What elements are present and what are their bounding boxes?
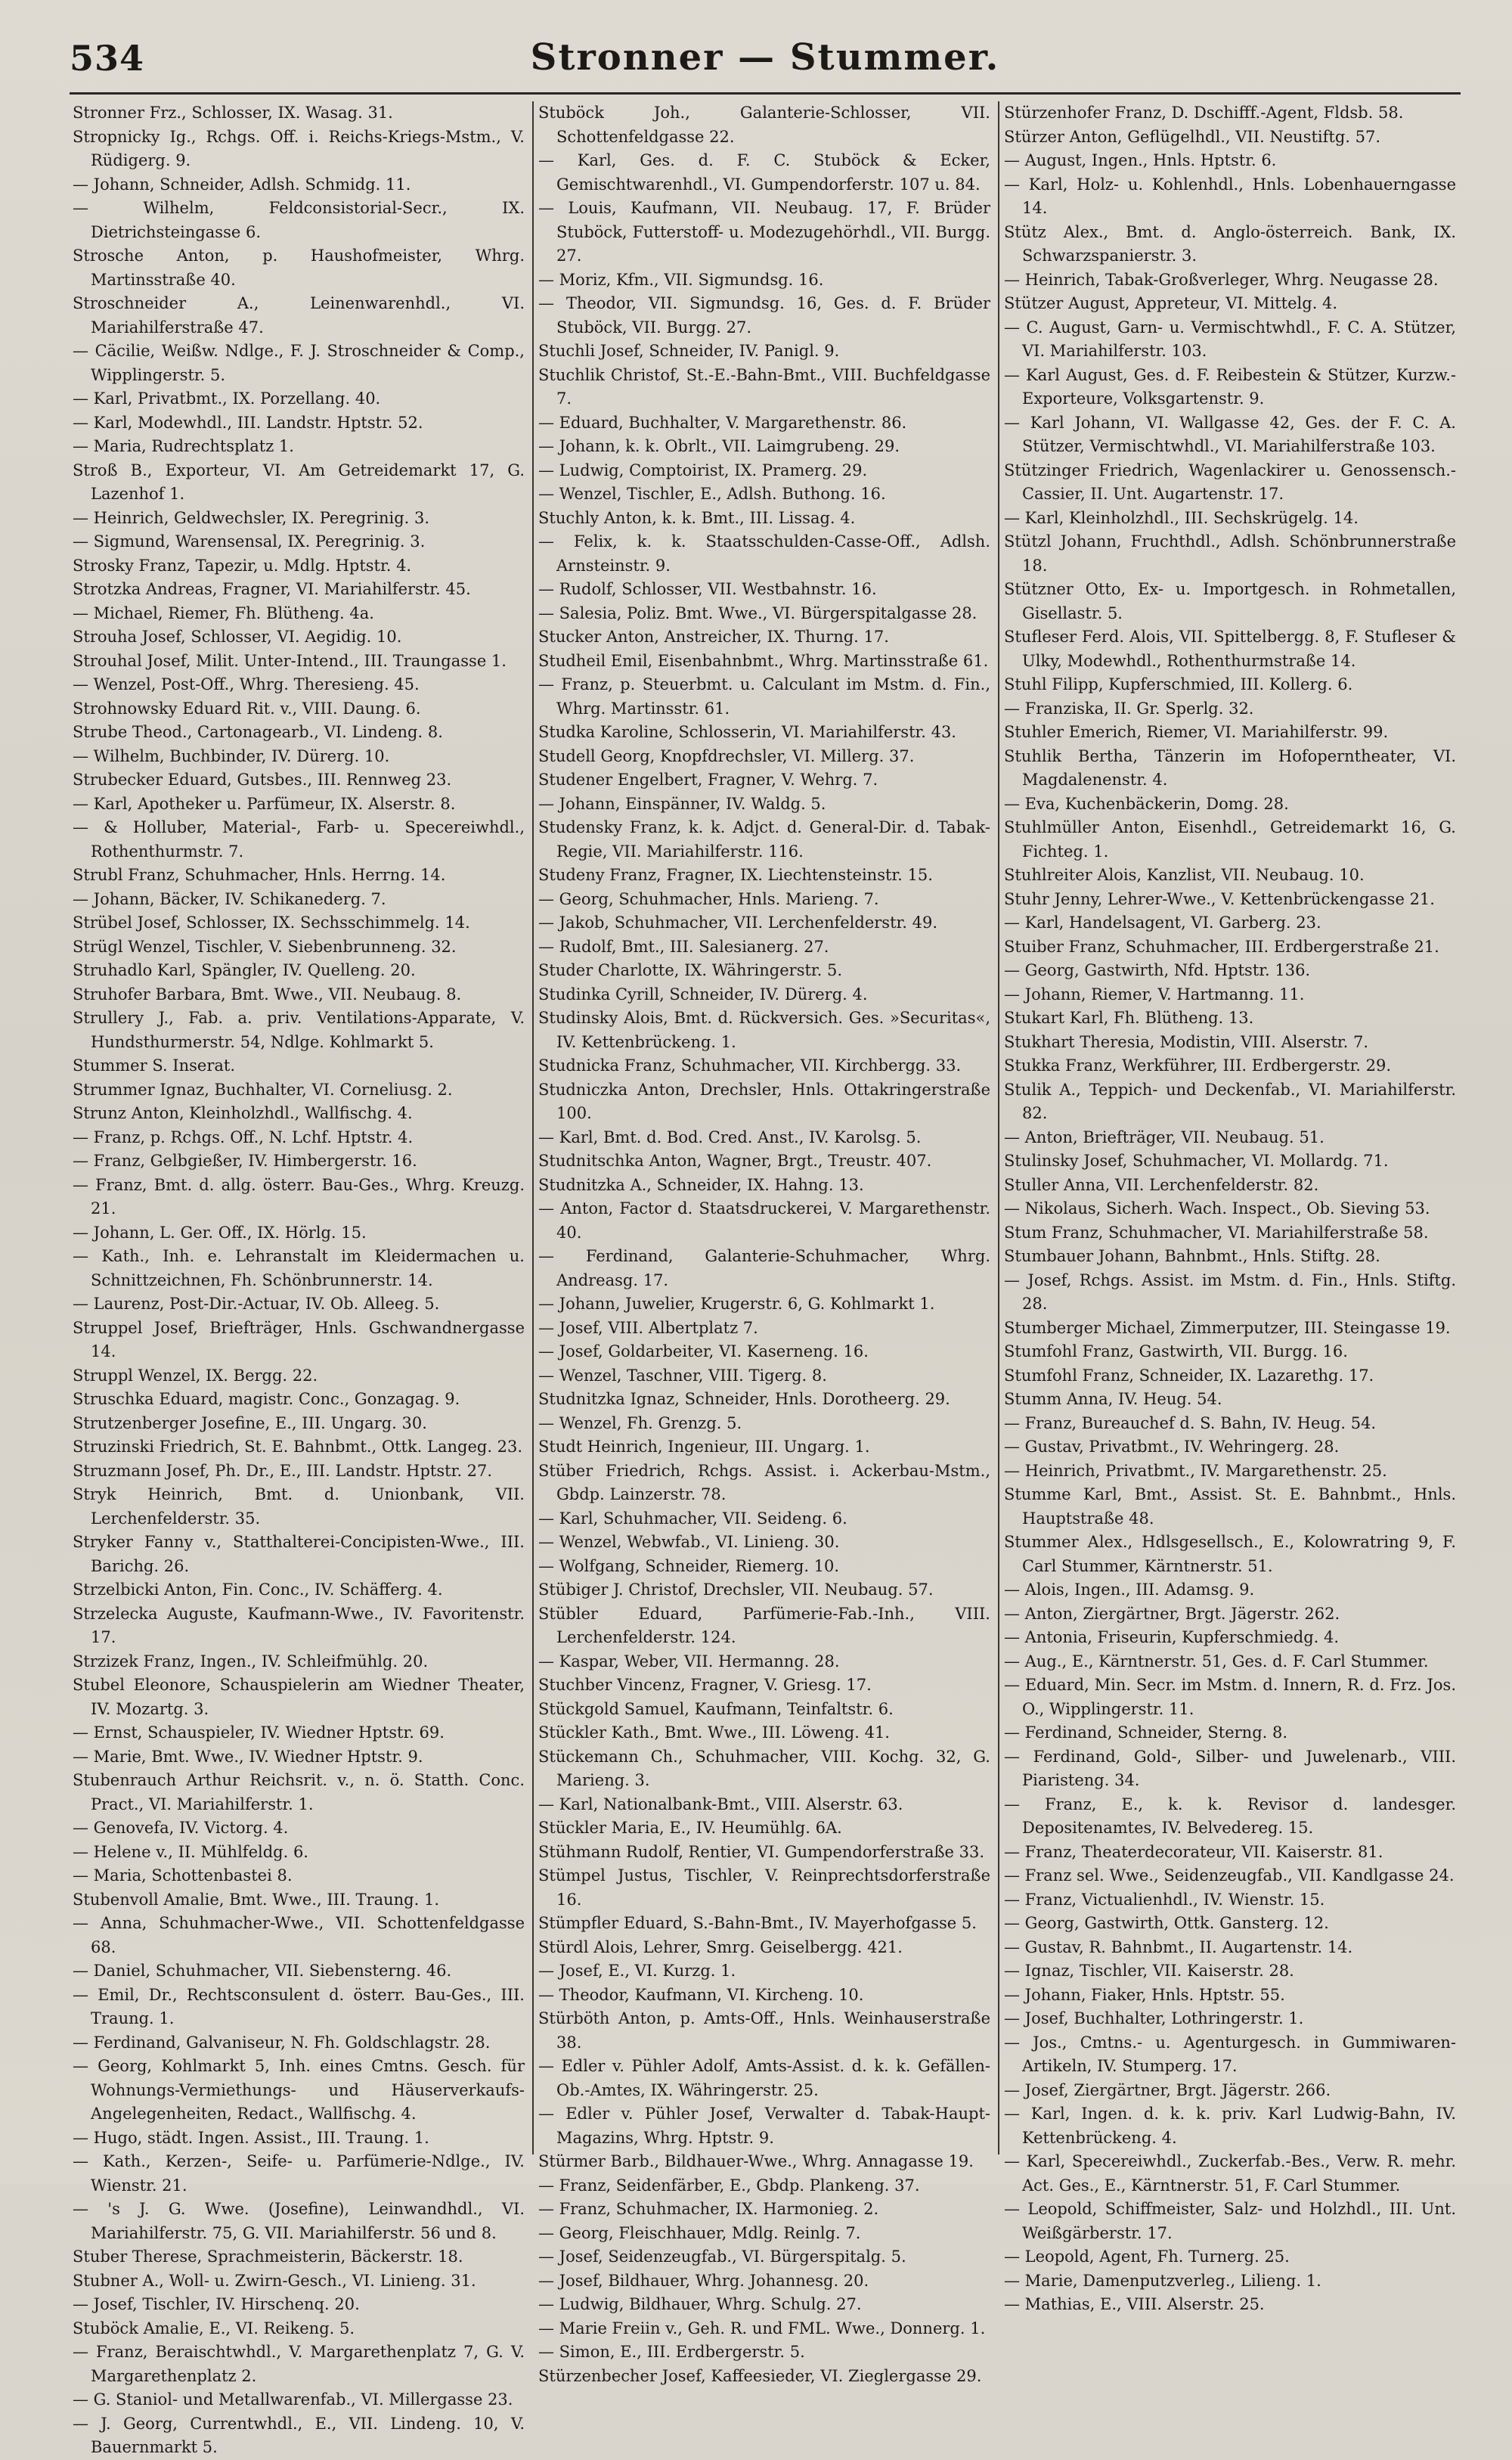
- directory-entry: — Eduard, Min. Secr. im Mstm. d. Innern, R. d. Frz. Jos. O., Wipplingerstr. 11.: [1004, 1676, 1456, 1718]
- directory-entry: — Nikolaus, Sicherh. Wach. Inspect., Ob. Sieving 53.: [1004, 1199, 1430, 1218]
- directory-entry: Stuböck Joh., Galanterie-Schlosser, VII. Schottenfeldgasse 22.: [538, 104, 990, 146]
- directory-entry: Stronner Frz., Schlosser, IX. Wasag. 31.: [73, 104, 393, 122]
- directory-entry: Stümpel Justus, Tischler, V. Reinprechtsdorferstraße 16.: [538, 1866, 990, 1909]
- directory-entry: — Karl, Kleinholzhdl., III. Sechskrügelg. 14.: [1004, 508, 1359, 527]
- directory-entry: — J. Georg, Currentwhdl., E., VII. Lindeng. 10, V. Bauernmarkt 5.: [73, 2414, 525, 2456]
- directory-entry: Stufleser Ferd. Alois, VII. Spittelbergg. 8, F. Stufleser & Ulky, Modewhdl., Rothenthurmstraße 14.: [1004, 628, 1456, 670]
- directory-entry: — Johann, Riemer, V. Hartmanng. 11.: [1004, 985, 1305, 1004]
- directory-entry: — Marie, Damenputzverleg., Lilieng. 1.: [1004, 2271, 1321, 2290]
- directory-entry: Stulik A., Teppich- und Deckenfab., VI. Mariahilferstr. 82.: [1004, 1080, 1456, 1122]
- directory-entry: — Karl, Handelsagent, VI. Garberg. 23.: [1004, 914, 1321, 932]
- directory-entry: — Josef, Ziergärtner, Brgt. Jägerstr. 266.: [1004, 2080, 1331, 2099]
- directory-entry: Strosky Franz, Tapezir, u. Mdlg. Hptstr. 4.: [73, 556, 412, 575]
- directory-entry: — Georg, Gastwirth, Nfd. Hptstr. 136.: [1004, 961, 1311, 979]
- directory-entry: — Josef, E., VI. Kurzg. 1.: [538, 1962, 736, 1980]
- directory-entry: Stuhlreiter Alois, Kanzlist, VII. Neubaug. 10.: [1004, 866, 1365, 884]
- directory-entry: — Aug., E., Kärntnerstr. 51, Ges. d. F. Carl Stummer.: [1004, 1652, 1429, 1671]
- directory-entry: Studnicka Franz, Schuhmacher, VII. Kirchbergg. 33.: [538, 1056, 962, 1075]
- directory-entry: Stuller Anna, VII. Lerchenfelderstr. 82.: [1004, 1175, 1319, 1194]
- directory-entry: Stryk Heinrich, Bmt. d. Unionbank, VII. Lerchenfelderstr. 35.: [73, 1485, 525, 1528]
- directory-entry: — Franz, Bmt. d. allg. österr. Bau-Ges., Whrg. Kreuzg. 21.: [73, 1175, 525, 1218]
- directory-entry: — Anton, Briefträger, VII. Neubaug. 51.: [1004, 1128, 1325, 1146]
- directory-entry: — Michael, Riemer, Fh. Blütheng. 4a.: [73, 603, 374, 622]
- directory-entry: — Gustav, R. Bahnbmt., II. Augartenstr. 14.: [1004, 1937, 1353, 1956]
- directory-entry: Stucker Anton, Anstreicher, IX. Thurng. 17.: [538, 628, 889, 646]
- directory-entry: Stuber Therese, Sprachmeisterin, Bäckerstr. 18.: [73, 2248, 463, 2266]
- directory-entry: Stützinger Friedrich, Wagenlackirer u. Genossensch.-Cassier, II. Unt. Augartenstr. 17.: [1004, 461, 1456, 503]
- directory-entry: — Karl, Privatbmt., IX. Porzellang. 40.: [73, 389, 381, 408]
- directory-entry: — Heinrich, Privatbmt., IV. Margarethenstr. 25.: [1004, 1461, 1387, 1480]
- directory-entry: — Daniel, Schuhmacher, VII. Siebensterng. 46.: [73, 1962, 452, 1980]
- directory-entry: Stropnicky Ig., Rchgs. Off. i. Reichs-Kriegs-Mstm., V. Rüdigerg. 9.: [73, 127, 525, 169]
- directory-entry: — Emil, Dr., Rechtsconsulent d. österr. Bau-Ges., III. Traung. 1.: [73, 1985, 525, 2027]
- directory-entry: Strullery J., Fab. a. priv. Ventilations-Apparate, V. Hundsthurmerstr. 54, Ndlge. Kohlmarkt 5.: [73, 1009, 525, 1051]
- directory-entry: — Alois, Ingen., III. Adamsg. 9.: [1004, 1581, 1255, 1599]
- column-divider: [532, 101, 534, 2154]
- directory-entry: — Cäcilie, Weißw. Ndlge., F. J. Stroschneider & Comp., Wipplingerstr. 5.: [73, 342, 525, 384]
- directory-entry: Studheil Emil, Eisenbahnbmt., Whrg. Martinsstraße 61.: [538, 651, 989, 670]
- directory-entry: Stukka Franz, Werkführer, III. Erdbergerstr. 29.: [1004, 1056, 1392, 1075]
- directory-entry: — Franz, E., k. k. Revisor d. landesger. Depositenamtes, IV. Belvedereg. 15.: [1004, 1795, 1456, 1837]
- directory-entry: Stumbauer Johann, Bahnbmt., Hnls. Stiftg. 28.: [1004, 1247, 1380, 1265]
- directory-entry: — Johann, Juwelier, Krugerstr. 6, G. Kohlmarkt 1.: [538, 1295, 935, 1313]
- directory-entry: Stukart Karl, Fh. Blütheng. 13.: [1004, 1009, 1254, 1027]
- directory-entry: Stückler Maria, E., IV. Heumühlg. 6A.: [538, 1819, 842, 1837]
- directory-entry: — Ferdinand, Schneider, Sterng. 8.: [1004, 1723, 1288, 1742]
- directory-entry: — Marie, Bmt. Wwe., IV. Wiedner Hptstr. 9.: [73, 1747, 423, 1766]
- directory-entry: Studnitzka A., Schneider, IX. Hahng. 13.: [538, 1175, 864, 1194]
- directory-entry: — Theodor, VII. Sigmundsg. 16, Ges. d. F. Brüder Stuböck, VII. Burgg. 27.: [538, 294, 990, 337]
- directory-entry: — Jakob, Schuhmacher, VII. Lerchenfelderstr. 49.: [538, 914, 938, 932]
- directory-entry: — Kath., Kerzen-, Seife- u. Parfümerie-Ndlge., IV. Wienstr. 21.: [73, 2152, 525, 2195]
- directory-entry: Strunz Anton, Kleinholzhdl., Wallfischg. 4.: [73, 1104, 413, 1122]
- directory-entry: — Johann, Bäcker, IV. Schikanederg. 7.: [73, 889, 386, 908]
- directory-entry: Stumberger Michael, Zimmerputzer, III. Steingasse 19.: [1004, 1318, 1451, 1337]
- directory-entry: Stüber Friedrich, Rchgs. Assist. i. Ackerbau-Mstm., Gbdp. Lainzerstr. 78.: [538, 1461, 990, 1503]
- directory-entry: — Josef, Rchgs. Assist. im Mstm. d. Fin., Hnls. Stiftg. 28.: [1004, 1270, 1456, 1313]
- directory-entry: — Josef, Buchhalter, Lothringerstr. 1.: [1004, 2009, 1304, 2027]
- directory-entry: Studt Heinrich, Ingenieur, III. Ungarg. 1.: [538, 1438, 870, 1456]
- running-head: Stronner — Stummer.: [530, 36, 1000, 79]
- directory-entry: — Maria, Schottenbastei 8.: [73, 1866, 293, 1885]
- directory-entry: Struppel Josef, Briefträger, Hnls. Gschwandnergasse 14.: [73, 1318, 525, 1360]
- directory-entry: — G. Staniol- und Metallwarenfab., VI. Millergasse 23.: [73, 2390, 513, 2409]
- directory-entry: Studnitschka Anton, Wagner, Brgt., Treustr. 407.: [538, 1152, 932, 1170]
- directory-entry: — Ernst, Schauspieler, IV. Wiedner Hptstr. 69.: [73, 1723, 445, 1742]
- directory-entry: — Josef, VIII. Albertplatz 7.: [538, 1318, 758, 1337]
- directory-entry: — Ludwig, Comptoirist, IX. Pramerg. 29.: [538, 461, 868, 479]
- directory-entry: Stuhlik Bertha, Tänzerin im Hofoperntheater, VI. Magdalenenstr. 4.: [1004, 746, 1456, 789]
- directory-entry: Studinka Cyrill, Schneider, IV. Dürerg. 4.: [538, 985, 868, 1004]
- directory-entry: Stuböck Amalie, E., VI. Reikeng. 5.: [73, 2319, 355, 2337]
- directory-entry: — Karl, Schuhmacher, VII. Seideng. 6.: [538, 1509, 847, 1528]
- directory-entry: — Anna, Schuhmacher-Wwe., VII. Schottenfeldgasse 68.: [73, 1914, 525, 1956]
- directory-entry: — Wilhelm, Buchbinder, IV. Dürerg. 10.: [73, 746, 390, 765]
- directory-entry: Stürzenhofer Franz, D. Dschifff.-Agent, Fldsb. 58.: [1004, 104, 1404, 122]
- directory-entry: — Georg, Schuhmacher, Hnls. Marieng. 7.: [538, 889, 879, 908]
- directory-entry: — Franz, p. Steuerbmt. u. Calculant im Mstm. d. Fin., Whrg. Martinsstr. 61.: [538, 675, 990, 718]
- directory-entry: Studeny Franz, Fragner, IX. Liechtensteinstr. 15.: [538, 866, 933, 884]
- column-1: [73, 101, 525, 2456]
- directory-entry: — Franz, Gelbgießer, IV. Himbergerstr. 16.: [73, 1152, 417, 1170]
- directory-entry: Stuchli Josef, Schneider, IV. Panigl. 9.: [538, 342, 840, 360]
- directory-entry: — Franz, Schuhmacher, IX. Harmonieg. 2.: [538, 2200, 879, 2218]
- directory-entry: Strubl Franz, Schuhmacher, Hnls. Herrng. 14.: [73, 866, 446, 884]
- directory-entry: — Franz, Theaterdecorateur, VII. Kaiserstr. 81.: [1004, 1842, 1383, 1861]
- directory-entry: Stroß B., Exporteur, VI. Am Getreidemarkt 17, G. Lazenhof 1.: [73, 461, 525, 503]
- directory-entry: Strohnowsky Eduard Rit. v., VIII. Daung. 6.: [73, 699, 421, 718]
- directory-entry: Stürdl Alois, Lehrer, Smrg. Geiselbergg. 421.: [538, 1937, 903, 1956]
- directory-entry: — Eva, Kuchenbäckerin, Domg. 28.: [1004, 794, 1289, 813]
- column-3: [1004, 101, 1456, 2313]
- directory-entry: — Kath., Inh. e. Lehranstalt im Kleidermachen u. Schnittzeichnen, Fh. Schönbrunnerstr. 14.: [73, 1247, 525, 1289]
- directory-entry: — Anton, Ziergärtner, Brgt. Jägerstr. 262.: [1004, 1604, 1340, 1623]
- directory-entry: — Gustav, Privatbmt., IV. Wehringerg. 28.: [1004, 1438, 1340, 1456]
- directory-entry: Strubecker Eduard, Gutsbes., III. Rennweg 23.: [73, 771, 452, 789]
- directory-entry: — Ignaz, Tischler, VII. Kaiserstr. 28.: [1004, 1962, 1294, 1980]
- directory-entry: Stubenvoll Amalie, Bmt. Wwe., III. Traung. 1.: [73, 1890, 439, 1909]
- directory-entry: — Anton, Factor d. Staatsdruckerei, V. Margarethenstr. 40.: [538, 1199, 990, 1242]
- directory-entry: Stuhlmüller Anton, Eisenhdl., Getreidemarkt 16, G. Fichteg. 1.: [1004, 818, 1456, 861]
- directory-entry: — Karl, Nationalbank-Bmt., VIII. Alserstr. 63.: [538, 1795, 903, 1813]
- directory-entry: Stuchber Vincenz, Fragner, V. Griesg. 17.: [538, 1676, 872, 1694]
- directory-entry: — Jos., Cmtns.- u. Agenturgesch. in Gummiwaren-Artikeln, IV. Stumperg. 17.: [1004, 2033, 1456, 2075]
- directory-entry: — Karl Johann, VI. Wallgasse 42, Ges. der F. C. A. Stützer, Vermischtwhdl., VI. Mariahilferstraße 103.: [1004, 413, 1456, 455]
- page-header: [70, 33, 1461, 86]
- directory-entry: — Ferdinand, Galvaniseur, N. Fh. Goldschlagstr. 28.: [73, 2033, 491, 2052]
- directory-entry: — Karl, Apotheker u. Parfümeur, IX. Alserstr. 8.: [73, 794, 456, 813]
- directory-entry: — August, Ingen., Hnls. Hptstr. 6.: [1004, 151, 1277, 169]
- directory-entry: — 's J. G. Wwe. (Josefine), Leinwandhdl., VI. Mariahilferstr. 75, G. VII. Mariahilferstr. 56 und 8.: [73, 2200, 525, 2242]
- directory-entry: — Georg, Fleischhauer, Mdlg. Reinlg. 7.: [538, 2223, 861, 2242]
- directory-entry: — Simon, E., III. Erdbergerstr. 5.: [538, 2343, 805, 2361]
- directory-entry: Stürzer Anton, Geflügelhdl., VII. Neustiftg. 57.: [1004, 127, 1381, 146]
- directory-entry: Stuiber Franz, Schuhmacher, III. Erdbergerstraße 21.: [1004, 937, 1439, 956]
- directory-entry: Strzelbicki Anton, Fin. Conc., IV. Schäfferg. 4.: [73, 1581, 443, 1599]
- directory-entry: Stubenrauch Arthur Reichsrit. v., n. ö. Statth. Conc. Pract., VI. Mariahilferstr. 1.: [73, 1771, 525, 1813]
- directory-entry: — Moriz, Kfm., VII. Sigmundsg. 16.: [538, 270, 824, 289]
- directory-entry: Strouha Josef, Schlosser, VI. Aegidig. 10.: [73, 628, 402, 646]
- directory-entry: — Georg, Gastwirth, Ottk. Gansterg. 12.: [1004, 1914, 1329, 1932]
- directory-entry: Strzelecka Auguste, Kaufmann-Wwe., IV. Favoritenstr. 17.: [73, 1604, 525, 1646]
- directory-entry: Stulinsky Josef, Schuhmacher, VI. Mollardg. 71.: [1004, 1152, 1389, 1170]
- directory-entry: — Johann, Einspänner, IV. Waldg. 5.: [538, 794, 826, 813]
- directory-entry: — Theodor, Kaufmann, VI. Kircheng. 10.: [538, 1985, 864, 2004]
- directory-entry: — Mathias, E., VIII. Alserstr. 25.: [1004, 2295, 1265, 2313]
- directory-entry: — Hugo, städt. Ingen. Assist., III. Traung. 1.: [73, 2128, 429, 2147]
- directory-entry: Struppl Wenzel, IX. Bergg. 22.: [73, 1366, 318, 1385]
- directory-entry: — Karl August, Ges. d. F. Reibestein & Stützer, Kurzw.-Exporteure, Volksgartenstr. 9.: [1004, 365, 1456, 408]
- directory-entry: Stückler Kath., Bmt. Wwe., III. Löweng. 41.: [538, 1723, 890, 1742]
- directory-entry: Stum Franz, Schuhmacher, VI. Mariahilferstraße 58.: [1004, 1223, 1429, 1242]
- directory-entry: Stübler Eduard, Parfümerie-Fab.-Inh., VIII. Lerchenfelderstr. 124.: [538, 1604, 990, 1646]
- directory-entry: Stützl Johann, Fruchthdl., Adlsh. Schönbrunnerstraße 18.: [1004, 532, 1456, 575]
- directory-entry: Stürmer Barb., Bildhauer-Wwe., Whrg. Annagasse 19.: [538, 2152, 974, 2170]
- directory-entry: — Karl, Modewhdl., III. Landstr. Hptstr. 52.: [73, 413, 423, 432]
- directory-entry: — Edler v. Pühler Josef, Verwalter d. Tabak-Haupt-Magazins, Whrg. Hptstr. 9.: [538, 2105, 990, 2147]
- directory-entry: — Franz, Beraischtwhdl., V. Margarethenplatz 7, G. V. Margarethenplatz 2.: [73, 2343, 525, 2385]
- directory-entry: — Heinrich, Tabak-Großverleger, Whrg. Neugasse 28.: [1004, 270, 1439, 289]
- directory-entry: — Wenzel, Fh. Grenzg. 5.: [538, 1413, 742, 1432]
- directory-entry: — Karl, Specereiwhdl., Zuckerfab.-Bes., Verw. R. mehr. Act. Ges., E., Kärntnerstr. 51, F. Carl Stummer.: [1004, 2152, 1456, 2195]
- directory-entry: Strzizek Franz, Ingen., IV. Schleifmühlg. 20.: [73, 1652, 429, 1671]
- directory-entry: — Heinrich, Geldwechsler, IX. Peregrinig. 3.: [73, 508, 430, 527]
- directory-entry: Stütz Alex., Bmt. d. Anglo-österreich. Bank, IX. Schwarzspanierstr. 3.: [1004, 222, 1456, 265]
- directory-entry: — Franz sel. Wwe., Seidenzeugfab., VII. Kandlgasse 24.: [1004, 1866, 1455, 1885]
- directory-entry: Studell Georg, Knopfdrechsler, VI. Millerg. 37.: [538, 746, 915, 765]
- directory-entry: Stürzenbecher Josef, Kaffeesieder, VI. Zieglergasse 29.: [538, 2366, 982, 2385]
- directory-entry: Studer Charlotte, IX. Währingerstr. 5.: [538, 961, 843, 979]
- directory-entry: Studnitzka Ignaz, Schneider, Hnls. Dorotheerg. 29.: [538, 1390, 950, 1408]
- directory-entry: — Franz, p. Rchgs. Off., N. Lchf. Hptstr. 4.: [73, 1128, 414, 1146]
- directory-entry: — Maria, Rudrechtsplatz 1.: [73, 437, 294, 455]
- directory-entry: Strotzka Andreas, Fragner, VI. Mariahilferstr. 45.: [73, 580, 471, 598]
- directory-entry: Studener Engelbert, Fragner, V. Wehrg. 7.: [538, 771, 878, 789]
- page-number: 534: [70, 38, 145, 79]
- directory-entry: — Leopold, Schiffmeister, Salz- und Holzhdl., III. Unt. Weißgärberstr. 17.: [1004, 2200, 1456, 2242]
- directory-entry: Struzinski Friedrich, St. E. Bahnbmt., Ottk. Langeg. 23.: [73, 1438, 523, 1456]
- directory-entry: — Sigmund, Warensensal, IX. Peregrinig. 3.: [73, 532, 426, 551]
- directory-entry: Strutzenberger Josefine, E., III. Ungarg. 30.: [73, 1413, 427, 1432]
- directory-entry: — Wenzel, Webwfab., VI. Linieng. 30.: [538, 1533, 840, 1551]
- directory-entry: — Wenzel, Taschner, VIII. Tigerg. 8.: [538, 1366, 827, 1385]
- directory-entry: Strübel Josef, Schlosser, IX. Sechsschimmelg. 14.: [73, 914, 470, 932]
- directory-entry: — Karl, Bmt. d. Bod. Cred. Anst., IV. Karolsg. 5.: [538, 1128, 922, 1146]
- directory-entry: — Ferdinand, Gold-, Silber- und Juwelenarb., VIII. Piaristeng. 34.: [1004, 1747, 1456, 1789]
- column-2: [538, 101, 990, 2385]
- directory-entry: Strummer Ignaz, Buchhalter, VI. Corneliusg. 2.: [73, 1080, 453, 1099]
- directory-entry: Stuchly Anton, k. k. Bmt., III. Lissag. 4.: [538, 508, 856, 527]
- directory-entry: — Rudolf, Schlosser, VII. Westbahnstr. 16.: [538, 580, 877, 598]
- directory-entry: — Karl, Holz- u. Kohlenhdl., Hnls. Lobenhauerngasse 14.: [1004, 175, 1456, 217]
- directory-entry: — Josef, Goldarbeiter, VI. Kaserneng. 16.: [538, 1342, 869, 1360]
- directory-entry: — Helene v., II. Mühlfeldg. 6.: [73, 1842, 308, 1861]
- directory-entry: Stubel Eleonore, Schauspielerin am Wiedner Theater, IV. Mozartg. 3.: [73, 1676, 525, 1718]
- directory-entry: — Josef, Tischler, IV. Hirschenq. 20.: [73, 2295, 360, 2313]
- directory-entry: Studka Karoline, Schlosserin, VI. Mariahilferstr. 43.: [538, 723, 956, 741]
- directory-entry: — Franz, Seidenfärber, E., Gbdp. Plankeng. 37.: [538, 2176, 920, 2195]
- directory-entry: Stuchlik Christof, St.-E.-Bahn-Bmt., VIII. Buchfeldgasse 7.: [538, 365, 990, 408]
- directory-entry: — Johann, Schneider, Adlsh. Schmidg. 11.: [73, 175, 411, 194]
- directory-entry: Studensky Franz, k. k. Adjct. d. General-Dir. d. Tabak-Regie, VII. Mariahilferstr. 116.: [538, 818, 990, 861]
- directory-entry: — Johann, Fiaker, Hnls. Hptstr. 55.: [1004, 1985, 1285, 2004]
- directory-entry: — Josef, Bildhauer, Whrg. Johannesg. 20.: [538, 2271, 869, 2290]
- directory-entry: — Franziska, II. Gr. Sperlg. 32.: [1004, 699, 1254, 718]
- directory-entry: — Marie Freiin v., Geh. R. und FML. Wwe., Donnerg. 1.: [538, 2319, 986, 2337]
- directory-entry: Stützer August, Appreteur, VI. Mittelg. 4.: [1004, 294, 1338, 312]
- directory-entry: Stürböth Anton, p. Amts-Off., Hnls. Weinhauserstraße 38.: [538, 2009, 990, 2052]
- directory-entry: — Georg, Kohlmarkt 5, Inh. eines Cmtns. Gesch. für Wohnungs-Vermiethungs- und Häuserverkaufs-Angelegenheiten, Redact., Wallfischg. 4.: [73, 2057, 525, 2123]
- directory-entry: — Kaspar, Weber, VII. Hermanng. 28.: [538, 1652, 840, 1671]
- directory-entry: Stumme Karl, Bmt., Assist. St. E. Bahnbmt., Hnls. Hauptstraße 48.: [1004, 1485, 1456, 1528]
- directory-entry: Stuhl Filipp, Kupferschmied, III. Kollerg. 6.: [1004, 675, 1353, 693]
- directory-entry: — Antonia, Friseurin, Kupferschmiedg. 4.: [1004, 1628, 1340, 1646]
- directory-entry: — Genovefa, IV. Victorg. 4.: [73, 1819, 289, 1837]
- directory-entry: — Laurenz, Post-Dir.-Actuar, IV. Ob. Alleeg. 5.: [73, 1295, 440, 1313]
- directory-entry: Stübiger J. Christof, Drechsler, VII. Neubaug. 57.: [538, 1581, 934, 1599]
- directory-entry: Stühmann Rudolf, Rentier, VI. Gumpendorferstraße 33.: [538, 1842, 985, 1861]
- directory-entry: — Wenzel, Tischler, E., Adlsh. Buthong. 16.: [538, 485, 886, 503]
- directory-entry: — Louis, Kaufmann, VII. Neubaug. 17, F. Brüder Stuböck, Futterstoff- u. Modezugehörhdl., VII. Burgg. 27.: [538, 199, 990, 265]
- directory-entry: — Johann, k. k. Obrlt., VII. Laimgrubeng. 29.: [538, 437, 900, 455]
- directory-entry: Stukhart Theresia, Modistin, VIII. Alserstr. 7.: [1004, 1032, 1369, 1051]
- directory-entry: — Rudolf, Bmt., III. Salesianerg. 27.: [538, 937, 829, 956]
- directory-entry: — Franz, Bureauchef d. S. Bahn, IV. Heug. 54.: [1004, 1413, 1377, 1432]
- directory-entry: Stümpfler Eduard, S.-Bahn-Bmt., IV. Mayerhofgasse 5.: [538, 1914, 977, 1932]
- directory-entry: — Josef, Seidenzeugfab., VI. Bürgerspitalg. 5.: [538, 2248, 906, 2266]
- directory-entry: Strügl Wenzel, Tischler, V. Siebenbrunneng. 32.: [73, 937, 457, 956]
- directory-entry: Stuhr Jenny, Lehrer-Wwe., V. Kettenbrückengasse 21.: [1004, 889, 1435, 908]
- directory-entry: — Edler v. Pühler Adolf, Amts-Assist. d. k. k. Gefällen-Ob.-Amtes, IX. Währingerstr. 25.: [538, 2057, 990, 2099]
- directory-entry: Studinsky Alois, Bmt. d. Rückversich. Ges. »Securitas«, IV. Kettenbrückeng. 1.: [538, 1009, 990, 1051]
- directory-entry: — Felix, k. k. Staatsschulden-Casse-Off., Adlsh. Arnsteinstr. 9.: [538, 532, 990, 575]
- directory-entry: Strube Theod., Cartonagearb., VI. Lindeng. 8.: [73, 723, 443, 741]
- directory-entry: — Karl, Ges. d. F. C. Stuböck & Ecker, Gemischtwarenhdl., VI. Gumpendorferstr. 107 u. 84.: [538, 151, 990, 194]
- directory-entry: — Ludwig, Bildhauer, Whrg. Schulg. 27.: [538, 2295, 862, 2313]
- directory-entry: Struhofer Barbara, Bmt. Wwe., VII. Neubaug. 8.: [73, 985, 462, 1004]
- directory-entry: Studniczka Anton, Drechsler, Hnls. Ottakringerstraße 100.: [538, 1080, 990, 1122]
- directory-entry: Stückemann Ch., Schuhmacher, VIII. Kochg. 32, G. Marieng. 3.: [538, 1747, 990, 1789]
- directory-entry: — C. August, Garn- u. Vermischtwhdl., F. C. A. Stützer, VI. Mariahilferstr. 103.: [1004, 318, 1456, 360]
- directory-entry: Strosche Anton, p. Haushofmeister, Whrg. Martinsstraße 40.: [73, 247, 525, 289]
- directory-entry: — Franz, Victualienhdl., IV. Wienstr. 15.: [1004, 1890, 1325, 1909]
- column-divider: [998, 101, 999, 2154]
- directory-entry: Stumfohl Franz, Gastwirth, VII. Burgg. 16.: [1004, 1342, 1348, 1360]
- directory-entry: — Johann, L. Ger. Off., IX. Hörlg. 15.: [73, 1223, 367, 1242]
- directory-entry: Stumm Anna, IV. Heug. 54.: [1004, 1390, 1222, 1408]
- directory-entry: — Karl, Ingen. d. k. k. priv. Karl Ludwig-Bahn, IV. Kettenbrückeng. 4.: [1004, 2105, 1456, 2147]
- header-rule: [70, 92, 1461, 95]
- directory-entry: — Wilhelm, Feldconsistorial-Secr., IX. Dietrichsteingasse 6.: [73, 199, 525, 241]
- directory-entry: Stützner Otto, Ex- u. Importgesch. in Rohmetallen, Gisellastr. 5.: [1004, 580, 1456, 622]
- directory-entry: Strouhal Josef, Milit. Unter-Intend., III. Traungasse 1.: [73, 651, 507, 670]
- directory-entry: Stummer S. Inserat.: [73, 1056, 236, 1075]
- directory-entry: Stryker Fanny v., Statthalterei-Concipisten-Wwe., III. Barichg. 26.: [73, 1533, 525, 1575]
- directory-entry: Stuhler Emerich, Riemer, VI. Mariahilferstr. 99.: [1004, 723, 1389, 741]
- directory-entry: Stummer Alex., Hdlsgesellsch., E., Kolowratring 9, F. Carl Stummer, Kärntnerstr. 51.: [1004, 1533, 1456, 1575]
- directory-entry: — & Holluber, Material-, Farb- u. Specereiwhdl., Rothenthurmstr. 7.: [73, 818, 525, 861]
- directory-entry: Struzmann Josef, Ph. Dr., E., III. Landstr. Hptstr. 27.: [73, 1461, 493, 1480]
- directory-entry: — Wolfgang, Schneider, Riemerg. 10.: [538, 1556, 840, 1575]
- directory-entry: Stückgold Samuel, Kaufmann, Teinfaltstr. 6.: [538, 1699, 894, 1718]
- directory-entry: — Salesia, Poliz. Bmt. Wwe., VI. Bürgerspitalgasse 28.: [538, 603, 978, 622]
- directory-entry: Struhadlo Karl, Spängler, IV. Quelleng. 20.: [73, 961, 416, 979]
- directory-entry: — Leopold, Agent, Fh. Turnerg. 25.: [1004, 2248, 1290, 2266]
- directory-entry: — Eduard, Buchhalter, V. Margarethenstr. 86.: [538, 413, 907, 432]
- directory-entry: Stroschneider A., Leinenwarenhdl., VI. Mariahilferstraße 47.: [73, 294, 525, 337]
- directory-entry: — Wenzel, Post-Off., Whrg. Theresieng. 45.: [73, 675, 420, 693]
- directory-entry: — Ferdinand, Galanterie-Schuhmacher, Whrg. Andreasg. 17.: [538, 1247, 990, 1289]
- directory-entry: Stumfohl Franz, Schneider, IX. Lazarethg. 17.: [1004, 1366, 1374, 1385]
- directory-entry: Struschka Eduard, magistr. Conc., Gonzagag. 9.: [73, 1390, 460, 1408]
- directory-entry: Stubner A., Woll- u. Zwirn-Gesch., VI. Linieng. 31.: [73, 2271, 476, 2290]
